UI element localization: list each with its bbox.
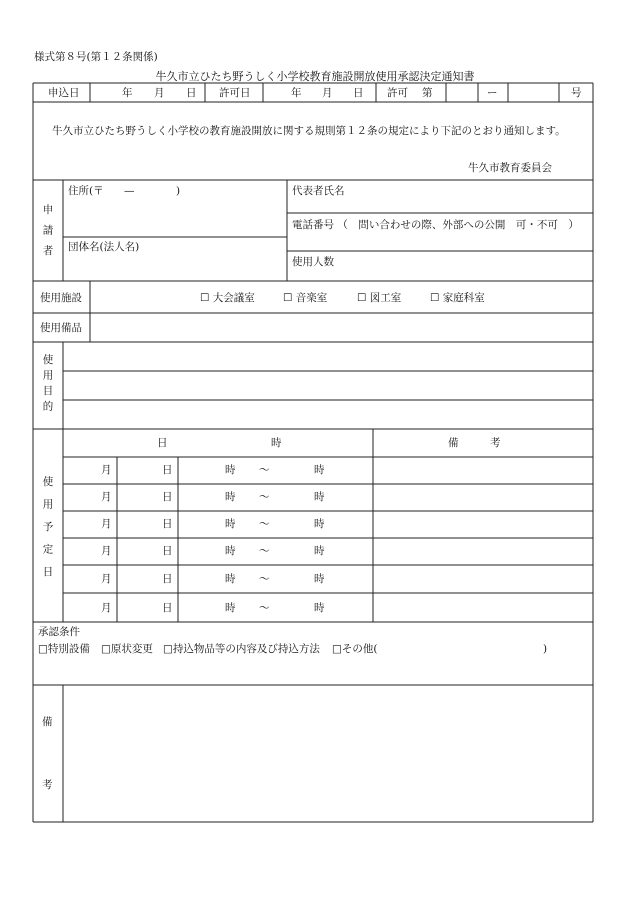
notice-issuer: 牛久市教育委員会: [468, 162, 552, 174]
permit-label: 許可: [387, 87, 408, 99]
application-date-label: 申込日: [48, 87, 80, 99]
representative-label: 代表者氏名: [292, 185, 345, 197]
checkbox-icon: ☐: [430, 292, 440, 304]
row-time-to: 時: [314, 545, 325, 557]
row-time-to: 時: [314, 464, 325, 476]
row-time-from: 時: [225, 518, 236, 530]
row-day: 日: [162, 545, 173, 557]
postal-dash: —: [124, 185, 135, 197]
number-dash: ー: [487, 87, 498, 99]
permit-date-label: 許可日: [219, 87, 251, 99]
row-tilde: ～: [259, 573, 270, 585]
group-name-label: 団体名(法人名): [68, 241, 140, 253]
number-prefix: 第: [422, 87, 433, 99]
facility-option-music[interactable]: ☐ 音楽室: [283, 292, 328, 304]
facility-label: 使用施設: [40, 292, 82, 304]
address-close: ): [176, 185, 181, 197]
row-month: 月: [101, 518, 112, 530]
permit-day-label: 日: [353, 87, 364, 99]
row-day: 日: [162, 491, 173, 503]
remarks-label-bottom: 考: [42, 779, 53, 791]
row-day: 日: [162, 464, 173, 476]
row-time-to: 時: [314, 602, 325, 614]
row-time-from: 時: [225, 573, 236, 585]
checkbox-icon: ☐: [200, 292, 210, 304]
row-tilde: ～: [259, 464, 270, 476]
applicant-section-label: 申請者: [41, 204, 54, 266]
row-month: 月: [101, 573, 112, 585]
phone-label: 電話番号 （ 問い合わせの際、外部への公開 可・不可 ）: [292, 219, 579, 231]
facility-option-conference[interactable]: ☐ 大会議室: [200, 292, 255, 304]
schedule-header-time: 時: [271, 437, 282, 449]
permit-year-label: 年: [291, 87, 302, 99]
row-time-from: 時: [225, 545, 236, 557]
row-time-from: 時: [225, 602, 236, 614]
facility-option-art[interactable]: ☐ 図工室: [357, 292, 402, 304]
remarks-label-top: 備: [42, 716, 53, 728]
row-day: 日: [162, 573, 173, 585]
checkbox-icon: ☐: [357, 292, 367, 304]
condition-special-equipment[interactable]: □特別設備: [38, 643, 90, 655]
condition-other-close: ): [543, 643, 548, 655]
row-time-to: 時: [314, 518, 325, 530]
row-time-to: 時: [314, 573, 325, 585]
notice-body: 牛久市立ひたち野うしく小学校の教育施設開放に関する規則第１２条の規定により下記のとおり通知します。: [52, 125, 566, 137]
permit-month-label: 月: [322, 87, 333, 99]
application-day-label: 日: [186, 87, 197, 99]
schedule-header-remarks: 備 考: [448, 437, 501, 449]
condition-carry-in[interactable]: □持込物品等の内容及び持込方法: [163, 643, 320, 655]
users-count-label: 使用人数: [292, 256, 334, 268]
schedule-section-label: 使用予定日: [41, 476, 54, 589]
number-suffix: 号: [571, 87, 582, 99]
row-month: 月: [101, 491, 112, 503]
checkbox-icon: ☐: [283, 292, 293, 304]
purpose-label: 使用目的: [41, 354, 54, 416]
row-tilde: ～: [259, 491, 270, 503]
row-tilde: ～: [259, 518, 270, 530]
application-month-label: 月: [154, 87, 165, 99]
row-month: 月: [101, 602, 112, 614]
condition-other[interactable]: □その他(: [332, 643, 378, 655]
row-month: 月: [101, 464, 112, 476]
row-time-from: 時: [225, 491, 236, 503]
row-time-to: 時: [314, 491, 325, 503]
form-number-label: 様式第８号(第１２条関係): [34, 51, 158, 63]
address-label: 住所(〒: [68, 185, 104, 197]
document-title: 牛久市立ひたち野うしく小学校教育施設開放使用承認決定通知書: [155, 70, 475, 83]
row-day: 日: [162, 518, 173, 530]
facility-option-home-economics[interactable]: ☐ 家庭科室: [430, 292, 485, 304]
row-tilde: ～: [259, 602, 270, 614]
row-day: 日: [162, 602, 173, 614]
condition-restoration[interactable]: □原状変更: [101, 643, 153, 655]
row-month: 月: [101, 545, 112, 557]
application-year-label: 年: [122, 87, 133, 99]
row-tilde: ～: [259, 545, 270, 557]
row-time-from: 時: [225, 464, 236, 476]
schedule-header-date: 日: [157, 437, 168, 449]
equipment-label: 使用備品: [40, 322, 82, 334]
conditions-label: 承認条件: [38, 626, 80, 638]
